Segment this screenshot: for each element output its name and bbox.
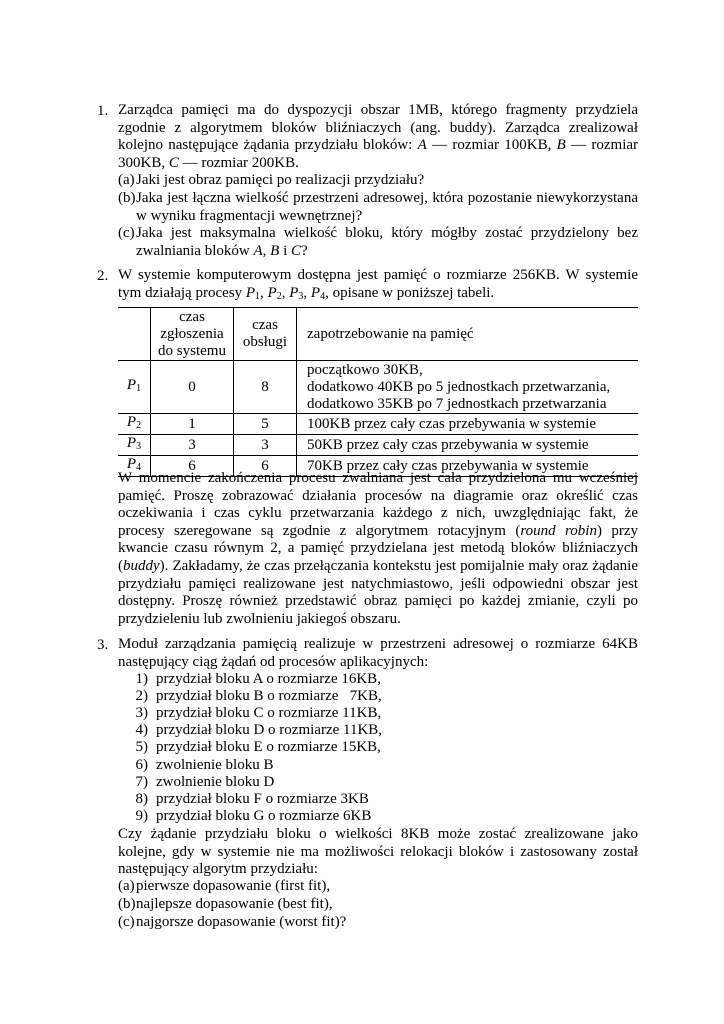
row-service: 3 [234,435,297,456]
list-item-number: 3) [135,705,148,721]
list-item-number: 2) [135,688,148,704]
q3-intro: Moduł zarządzania pamięcią realizuje w przestrzeni adresowej o rozmiarze 64KB następujący ciąg żądań od procesów aplikacyjnych: [118,636,638,670]
process-table [118,307,638,477]
q2-proc-p2-sub: 2 [276,290,282,302]
row-memory: 70KB przez cały czas przebywania w systemie [307,457,589,474]
row-memory-line-3: dodatkowo 35KB po 7 jednostkach przetwarzania [307,395,607,412]
q2-proc-p2: P [267,284,277,301]
header-service-line-1: czas [252,317,278,333]
list-item-number: 9) [135,808,148,824]
row-memory-line-1: początkowo 30KB, [307,361,423,378]
q1-sub-c-label: (c) [118,225,135,241]
list-item-text: zwolnienie bloku B [156,757,274,773]
row-process [118,435,151,456]
q2-proc-p4: P [310,284,321,301]
q1-intro: Zarządca pamięci ma do dyspozycji obszar 1MB, którego fragmenty przydziela zgodnie z algorytmem bloków bliźniaczych (ang. buddy). Zarządca zrealizował kolejno następujące żądania przydziału bloków: [118,102,638,154]
row-process-sub: 4 [136,462,142,473]
q2-buddy: buddy [123,557,160,574]
list-item-text: przydział bloku B o rozmiarze 7KB, [156,688,382,704]
q1-req-b-name: B [556,137,566,154]
q2-proc-p1-sub: 1 [255,290,261,302]
row-memory [297,361,639,414]
q2-intro-text: W systemie komputerowym dostępna jest pamięć o rozmiarze 256KB. W systemie tym działają procesy [118,267,638,301]
q2-body-1: W momencie zakończenia procesu zwalniana jest cała przydzielona mu wcześniej pamięć. Proszę zobrazować działania procesów na diagramie oraz określić czas oczekiwania i czas cyklu przetwarzania każdego z nich, uwzględniając fakt, że procesy szeregowane są zgodnie z algorytmem rotacyjnym ( [118,470,638,539]
q3-option-c [118,914,638,932]
row-service: 6 [234,456,297,477]
table-header-service [234,308,297,361]
list-item-number: 7) [135,774,148,790]
list-item-number: 4) [135,722,148,738]
list-item-number: 6) [135,757,148,773]
table-header-arrival [151,308,234,361]
q1-sub-a-label: (a) [118,172,135,188]
list-item-text: przydział bloku G o rozmiarze 6KB [156,808,372,824]
q1-and: i [283,242,288,259]
header-arrival-line-3: do systemu [158,342,226,359]
row-process-sub: 3 [136,441,142,452]
q3-option-a-text: pierwsze dopasowanie (first fit), [136,878,331,894]
q1-req-a-size: — rozmiar 100KB, [432,137,552,154]
q2-intro: W systemie komputerowym dostępna jest pamięć o rozmiarze 256KB. W systemie tym działają procesy $P_1$, $P_2$, $P_3$, $P_4$, opisane w poniższej tabeli. [118,267,638,302]
row-service: 5 [234,414,297,435]
row-arrival: 6 [151,456,234,477]
row-service: 8 [234,361,297,414]
q2-body-2: ) przy kwancie czasu równym 2, a pamięć przydzielana jest metodą bloków bliźniaczych ( [118,522,638,574]
q2-intro-end: , opisane w poniższej tabeli. [325,284,495,301]
q1-block-a: A [253,242,263,259]
q2-proc-p4-sub: 4 [320,290,326,302]
table-row [118,414,638,435]
q2-round-robin: round robin [520,522,597,539]
q1-qmark: ? [301,242,308,259]
q2-body [118,470,638,628]
q1-number: 1. [97,103,109,119]
q1-sub-a-text: Jaki jest obraz pamięci po realizacji przydziału? [136,172,425,188]
q2-body-3: ). Zakładamy, że czas przełączania kontekstu jest pomijalnie mały oraz żądanie przydziału pamięci realizowane jest natychmiastowo, jeśli odpowiedni obszar jest dostępny. Proszę również przedstawić obraz pamięci po każdej zmianie, czyli po przydzieleniu lub zwolnieniu jakiegoś obszaru. [118,557,638,627]
q1-block-c: C [290,242,301,259]
list-item-number: 1) [135,671,148,687]
table-header-row [118,308,638,361]
q3-option-a-label: (a) [118,878,135,894]
q1-sub-b-label: (b) [118,190,136,206]
table-row [118,361,638,414]
row-process-p: P [126,456,137,472]
list-item-number: 5) [135,739,148,755]
list-item-text: przydział bloku F o rozmiarze 3KB [156,791,369,807]
table-row [118,435,638,456]
q2-number: 2. [97,268,109,284]
q3-option-c-text: najgorsze dopasowanie (worst fit)? [136,914,347,930]
q1-req-c-size: — rozmiar 200KB. [182,154,299,171]
q1-block-b: B [270,242,280,259]
q2-proc-p1: P [245,284,256,301]
list-item-text: przydział bloku A o rozmiarze 16KB, [156,671,381,687]
row-process-p: P [126,414,137,430]
row-process-sub: 1 [136,383,142,394]
list-item-text: przydział bloku E o rozmiarze 15KB, [156,739,381,755]
q1-sub-b [118,190,638,226]
q1-req-b-size: — rozmiar 300KB, [118,137,639,171]
table-header-memory: zapotrzebowanie na pamięć [307,325,474,342]
row-arrival: 1 [151,414,234,435]
q3-number: 3. [97,637,109,653]
q1-text [118,102,638,172]
list-item-text: przydział bloku D o rozmiarze 11KB, [156,722,383,738]
header-arrival-line-1: czas [179,308,205,325]
q3-option-c-label: (c) [118,914,135,930]
list-item-number: 8) [135,791,148,807]
q1-sub-b-text: Jaka jest łączna wielkość przestrzeni adresowej, która pozostanie niewykorzystana w wyniku fragmentacji wewnętrznej? [136,190,638,224]
list-item-text: zwolnienie bloku D [156,774,275,790]
q1-req-c-name: C [168,154,179,171]
q3-option-b-text: najlepsze dopasowanie (best fit), [136,896,333,912]
row-arrival: 0 [151,361,234,414]
row-process-p: P [126,377,137,393]
q3-option-b [118,896,638,914]
header-service-line-2: obsługi [242,334,288,350]
row-memory: 50KB przez cały czas przebywania w systemie [307,436,589,453]
table-header-process [118,308,151,361]
header-arrival-line-2: zgłoszenia [160,325,224,342]
q1-sub-c-main: Jaka jest maksymalna wielkość bloku, który mógłby zostać przydzielony bez zwalniania bloków [136,225,638,259]
q1-sub-a [118,172,638,190]
list-item-text: przydział bloku C o rozmiarze 11KB, [156,705,382,721]
q2-proc-p3-sub: 3 [298,290,304,302]
q1-sub-c-text: Jaka jest maksymalna wielkość bloku, który mógłby zostać przydzielony bez zwalniania bloków A, B i C? [136,225,638,259]
q2-proc-p3: P [289,284,299,301]
row-process-sub: 2 [136,420,142,431]
row-process [118,414,151,435]
row-memory-line-2: dodatkowo 40KB po 5 jednostkach przetwarzania, [307,378,611,395]
row-arrival: 3 [151,435,234,456]
q1-req-a-name: A [417,137,427,154]
row-memory: 100KB przez cały czas przebywania w systemie [307,415,597,432]
row-process [118,361,151,414]
q3-option-a [118,878,638,896]
q3-question: Czy żądanie przydziału bloku o wielkości 8KB może zostać zrealizowane jako kolejne, gdy w systemie nie ma możliwości relokacji bloków i zastosowany został następujący algorytm przydziału: [118,826,638,878]
q3-option-b-label: (b) [118,896,136,912]
row-process-p: P [126,435,137,451]
q1-sub-c [118,225,638,261]
